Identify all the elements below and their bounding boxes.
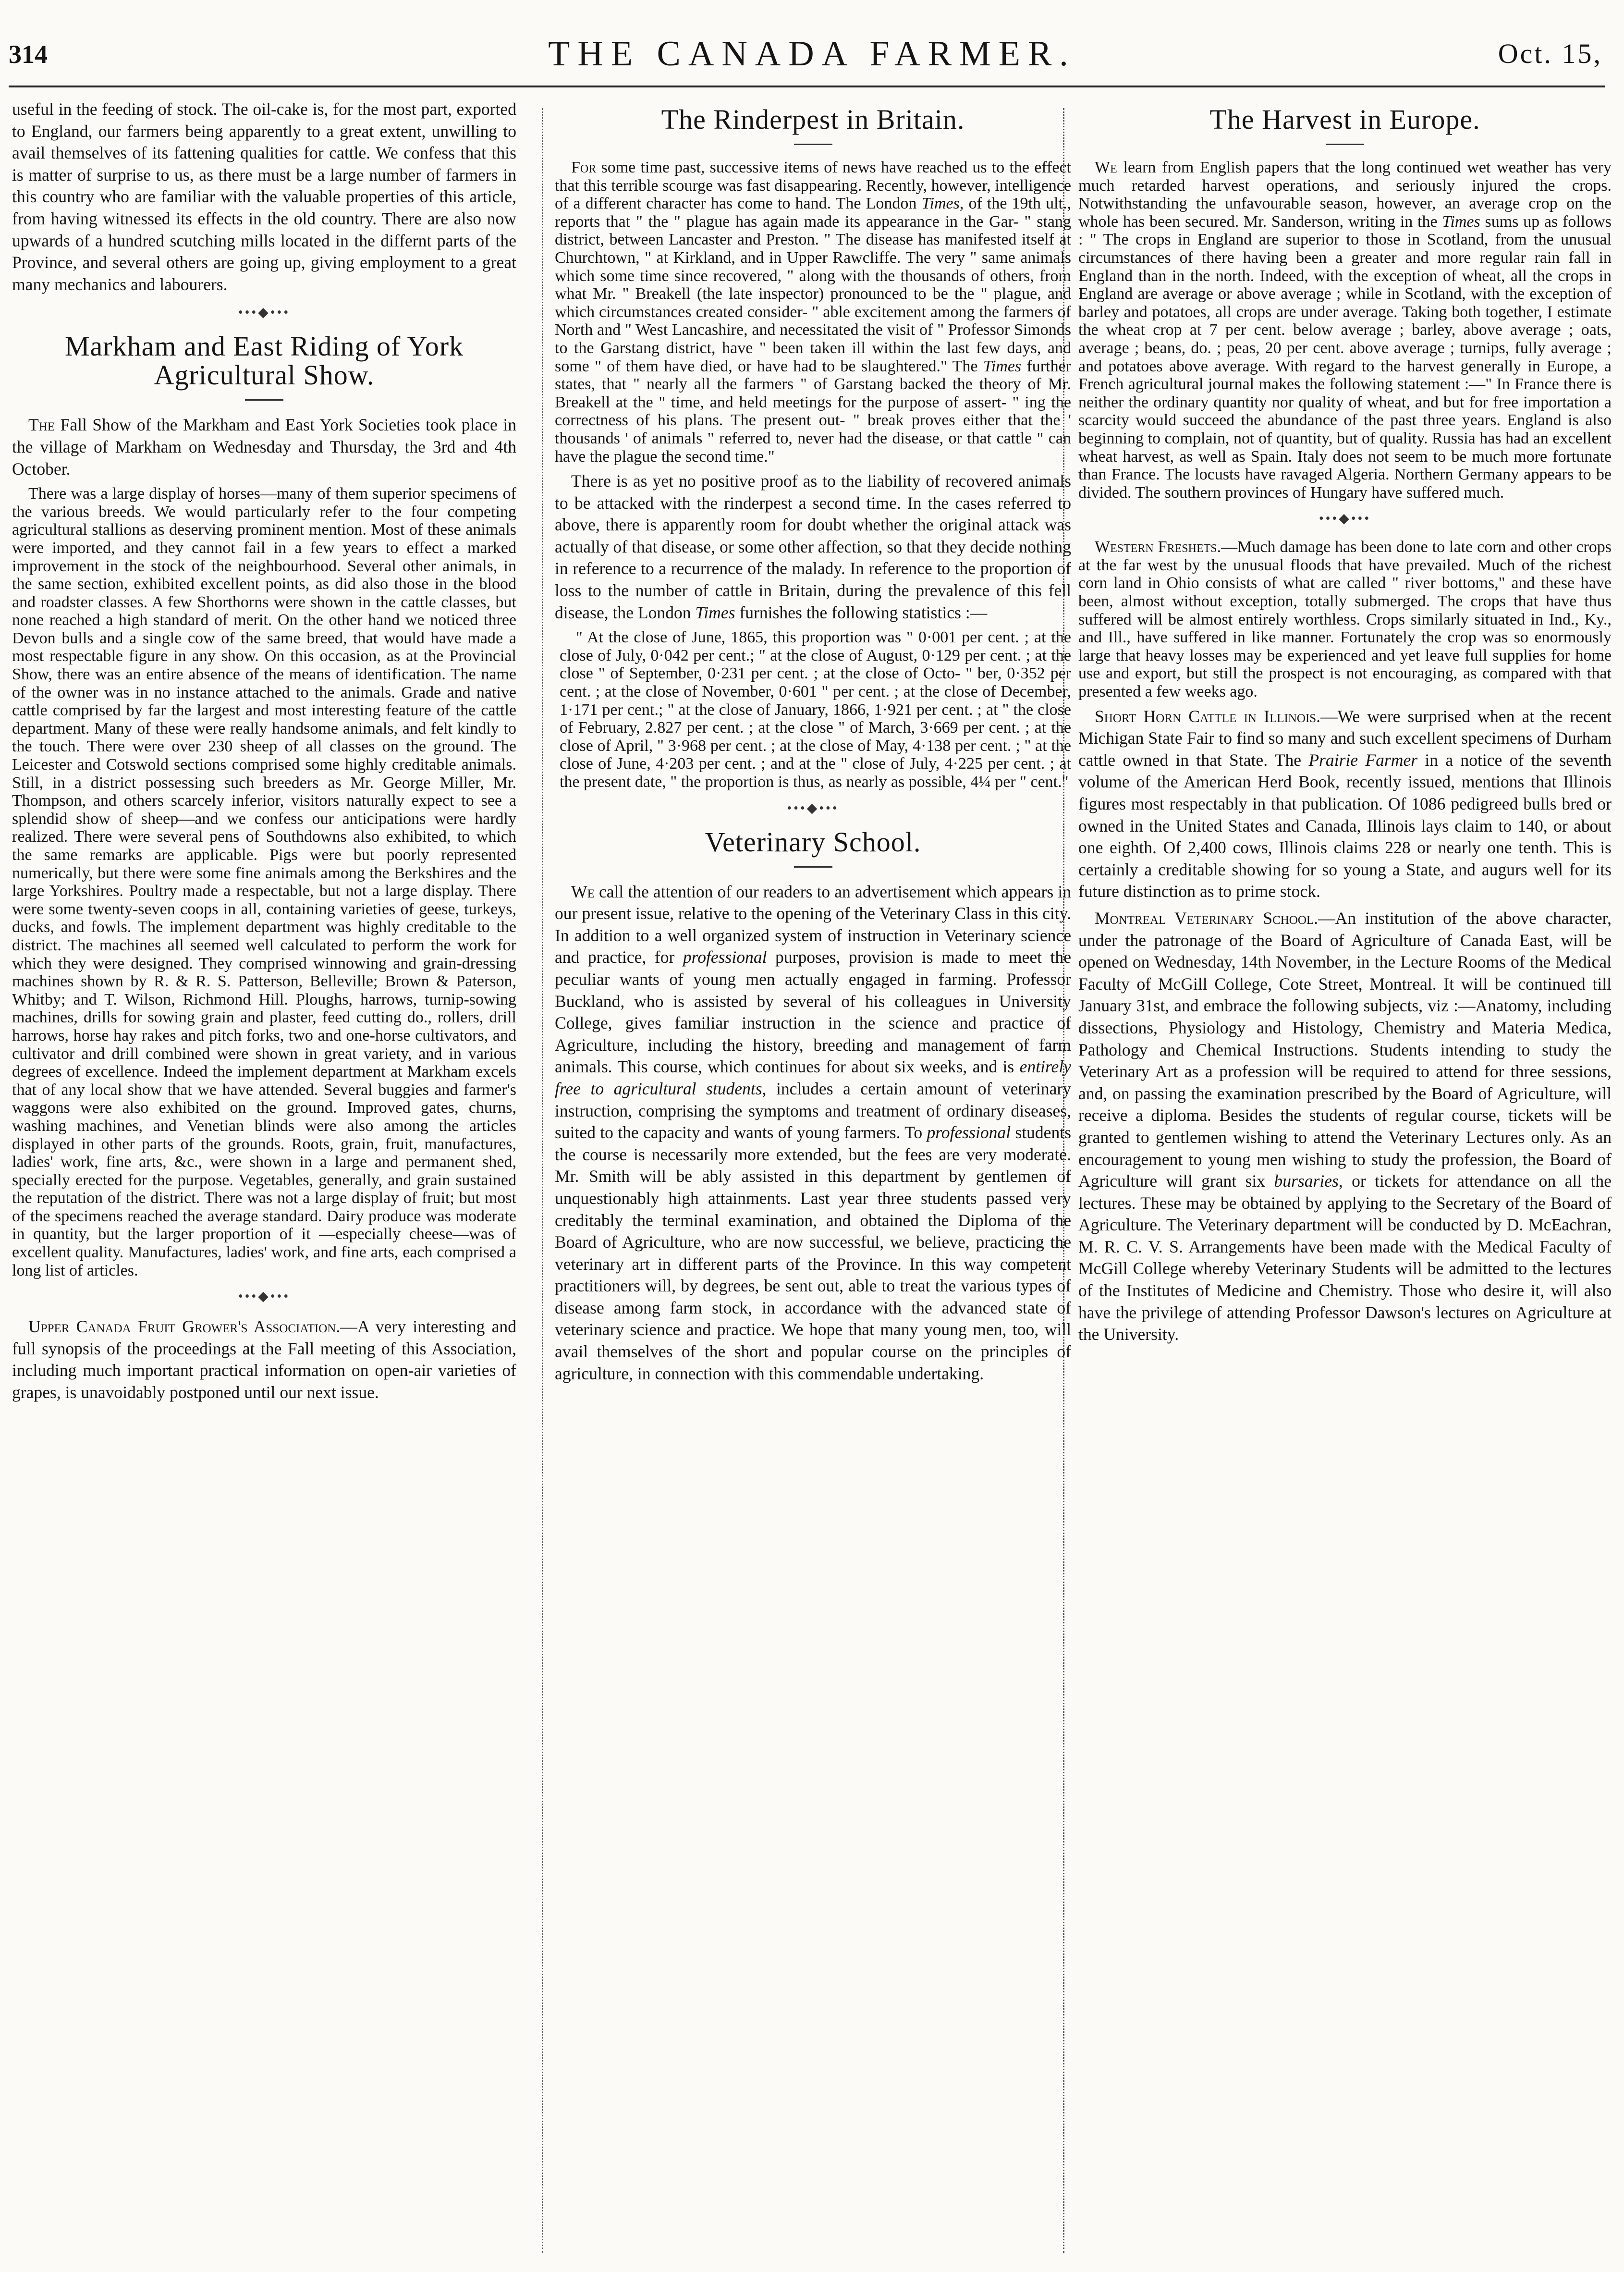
paragraph-text: , of the 19th ult., reports that " the " plague has again made its appearance in the Gar- " stang district, between Lancaster and Preston. " The disease has manifested itself at Churchtown, " at Kirkland, and in Upper Rawcliffe. The very " same animals which some time since recovered, " along with the thousands of others, from what Mr. " Breakell (the late inspector) pronounced to be the " plague, and which circumstances created consider- " able excitement among the farmers of North and " West Lancashire, and necessitated the visit of " Professor Simonds to the Garstang district, have " been taken ill within the last few days, and some " of them have died, or have had to be slaughtered." The (555, 195, 1071, 375)
item-heading: Short Horn Cattle in Illinois. (1095, 706, 1321, 726)
section-ornament: •••◆••• (1319, 511, 1371, 527)
paragraph-text: furnishes the following statistics :— (735, 602, 988, 622)
veterinary-paragraph (555, 881, 1071, 1385)
paragraph-text: some time past, successive items of news have reached us to the effect that this terrible scourge was fast disappearing. Recently, however, intelligence of a different character has come to hand. The London (555, 159, 1071, 213)
paragraph-text: in a notice of the seventh volume of the American Herd Book, recently issued, mentions that Illinois figures most respectably in that publication. Of 1086 pedigreed bulls bred or owned in the United States and Canada, Illinois lays claim to 140, or about one eighth. Of 2,400 cows, Illinois claims 228 or nearly one tenth. This is certainly a creditable showing for so young a State, and augurs well for its future distinction as to prime stock. (1078, 750, 1612, 901)
veterinary-school-heading: Veterinary School. (705, 826, 921, 858)
paragraph-text: , or tickets for attendance on all the lectures. These may be obtained by applying to the Secretary of the Board of Agriculture. The Veterinary department will be conducted by D. McEachran, M. R. C. V. S. Arrangements have been made with the Medical Faculty of McGill College whereby Veterinary Students will be admitted to the lectures of the Institutes of Medicine and Chemistry. Those who desire it, will also have the privilege of attending Professor Dawson's lectures on Agriculture at the University. (1078, 1171, 1612, 1344)
column-middle (555, 98, 1071, 2253)
italic-times: Times (695, 602, 735, 622)
harvest-paragraph (1078, 159, 1612, 502)
paragraph-text: —A very interesting and full synopsis of the proceedings at the Fall meeting of this Association, including much important practical information on open-air varieties of grapes, is unavoidably postponed until our next issue. (12, 1317, 516, 1402)
italic-times: Times (1442, 212, 1480, 231)
rinderpest-heading: The Rinderpest in Britain. (661, 104, 965, 135)
issue-date: Oct. 15, (1498, 38, 1602, 69)
markham-intro-paragraph (12, 414, 516, 480)
montreal-veterinary-paragraph (1078, 908, 1612, 1346)
dropcap-lead: We (1095, 159, 1117, 176)
section-ornament: •••◆••• (238, 305, 291, 320)
heading-rule (794, 144, 832, 145)
item-heading: Western Freshets. (1095, 538, 1221, 556)
rinderpest-statistics: " At the close of June, 1865, this proportion was " 0·001 per cent. ; at the close of July, 0·042 per cent.; " at the close of August, 0·129 per cent. ; at the close " of September, 0·231 per cent. ; at the close of Octo- " ber, 0·352 per cent. ; at the close of November, 0·601 " per cent. ; at the close of December, 1·171 per cent.; " at the close of January, 1866, 1·921 per cent. ; at " the close of February, 2.827 per cent. ; at the close " of March, 3·669 per cent. ; at the close of April, " 3·968 per cent. ; at the close of May, 4·138 per cent. ; " at the close of June, 4·203 per cent. ; and at the " close of July, 4·225 per cent. ; at the present date, " the proportion is thus, as nearly as possible, 4¼ per " cent." (560, 628, 1071, 791)
page-header (0, 0, 1624, 79)
italic-title: Prairie Farmer (1308, 750, 1418, 770)
fruit-growers-paragraph (12, 1316, 516, 1403)
item-heading: Montreal Veterinary School. (1095, 908, 1319, 928)
italic-word: professional (683, 947, 767, 967)
item-heading: Upper Canada Fruit Grower's Association. (28, 1317, 341, 1337)
western-freshets-paragraph (1078, 538, 1612, 700)
rinderpest-paragraph (555, 159, 1071, 466)
italic-phrase: entirely free to agricultural students (555, 1057, 1071, 1098)
paragraph-text: students the course is necessarily more extended, but the fees are very moderate. Mr. Smith will be ably assisted in this department by gentlemen of unquestionably high attainments. Last year three students passed very creditably the terminal examination, and obtained the Diploma of the Board of Agriculture, who are now successful, we believe, practicing the veterinary art in different parts of the Province. In this way competent practitioners will, by degrees, be sent out, able to treat the various types of disease among farm stock, in accordance with the advanced state of veterinary science and practice. We hope that many young men, too, will avail themselves of the short and popular course on the principles of agriculture, in connection with this commendable undertaking. (555, 1123, 1071, 1383)
paragraph-text: There is as yet no positive proof as to the liability of recovered animals to be attacked with the rinderpest a second time. In the cases referred to above, there is apparently room for doubt whether the original attack was actually of that disease, or some other affection, so that they decide nothing in reference to a recurrence of the malady. In reference to the proportion of loss to the number of cattle in Britain, during the prevalence of this fell disease, the London (555, 471, 1071, 622)
column-left (12, 98, 516, 2253)
paragraph-text: call the attention of our readers to an advertisement which appears in our present issue, relative to the opening of the Veterinary Class in this city. In addition to a well organized system of instruction in Veterinary science and practice, for (555, 882, 1071, 967)
italic-word: professional (927, 1123, 1011, 1142)
paragraph-text: —Much damage has been done to late corn and other crops at the far west by the unusual floods that have prevailed. Much of the richest corn land in Ohio consists of what are called " river bottoms," and these have been, almost without exception, totally submerged. The crops that have thus suffered will be almost entirely worthless. Crops similarly situated in Ind., Ky., and Ill., have suffered in like manner. Fortunately the crop was so enormously large that heavy losses may be experienced and yet leave full supplies for home use and export, but still the prospect is not encouraging, as compared with that presented a few weeks ago. (1078, 538, 1612, 701)
italic-word: bursaries (1274, 1171, 1339, 1191)
section-ornament: •••◆••• (238, 1289, 291, 1304)
masthead-title: THE CANADA FARMER. (548, 34, 1076, 74)
markham-body-paragraph: There was a large display of horses—many of them superior specimens of the various breeds. We would particularly refer to the four competing agricultural stallions as deserving prominent mention. Most of these animals were imported, and they cannot fail in a few years to effect a marked improvement in the stock of the neighbourhood. Several other animals, in the same section, exhibited excellent points, as did also those in the blood and roadster classes. A few Shorthorns were shown in the cattle classes, but none reached a high standard of merit. On the other hand we noticed three Devon bulls and a single cow of the same breed, that would have made a most respectable figure in any show. On this occasion, as at the Provincial Show, there was an entire absence of the means of identification. The name of the owner was in no instance attached to the animals. Grade and native cattle comprised by far the largest and most interesting feature of the cattle department. Many of these were really handsome animals, and felt kindly to the touch. There were over 230 sheep of all classes on the ground. The Leicester and Cotswold sections comprised some highly creditable animals. Still, in a district possessing such breeders as Mr. George Miller, Mr. Thompson, and others scarcely inferior, visitors naturally expect to see a splendid show of sheep—and we confess our anticipations were hardly realized. There were several pens of Southdowns also exhibited, to which the same remarks are applicable. Pigs were but poorly represented numerically, but there were some fine animals among the Berkshires and the large Yorkshires. Poultry made a respectable, but not a large display. There were some twenty-seven coops in all, containing varieties of geese, turkeys, ducks, and fowls. The implement department was highly creditable to the district. The machines all seemed well calculated to perform the work for which they were designed. They comprised winnowing and grain-dressing machines shown by R. & R. S. Patterson, Belleville; Brown & Paterson, Whitby; and T. Wilson, Richmond Hill. Ploughs, harrows, turnip-sowing machines, drills for sowing grain and plaster, feed cutting do., rollers, drill harrows, horse hay rakes and pitch forks, two and one-horse cultivators, and cultivator and drill combined were shown in great variety, and in various degrees of excellence. Indeed the implement department at Markham excels that of any local show that we have attended. Several buggies and farmer's waggons were also exhibited on the ground. Improved gates, churns, washing machines, and Venetian blinds were also among the articles displayed in other parts of the grounds. Roots, grain, fruit, manufactures, ladies' work, fine arts, &c., were shown in a large and permanent shed, specially erected for the purpose. Vegetables, generally, and grain sustained the reputation of the district. There was not a large display of fruit; but most of the specimens reached the average standard. Dairy produce was moderate in quantity, but the larger proportion of it —especially cheese—was of excellent quality. Manufactures, ladies' work, and fine arts, each comprised a long list of articles. (12, 485, 516, 1279)
paragraph-text: purposes, provision is made to meet the peculiar wants of young men actually engaged in farming. Professor Buckland, who is assisted by several of his colleagues in University College, gives familiar instruction in the science and practice of Agriculture, including the history, breeding and management of farm animals. This course, which continues for about six weeks, and is (555, 947, 1071, 1077)
harvest-heading: The Harvest in Europe. (1209, 104, 1480, 135)
italic-times: Times (983, 357, 1022, 375)
markham-show-heading: Markham and East Riding of York Agricultural Show. (64, 331, 464, 391)
paragraph-text: learn from English papers that the long continued wet weather has very much retarded harvest operations, and seriously injured the crops. Notwithstanding the unfavourable season, however, an average crop on the whole has been secured. Mr. Sanderson, writing in the (1078, 159, 1612, 231)
dropcap-lead: The (28, 415, 55, 435)
page-number: 314 (9, 40, 48, 69)
column-right (1078, 98, 1612, 2253)
paragraph-text: further states, that " nearly all the farmers " of Garstang backed the theory of Mr. Breakell at the " time, and held meetings for the purpose of assert- " ing the correctness of his plans. The present out- " break proves either that the ' thousands ' of animals " referred to, never had the disease, or that cattle " can have the plague the second time." (555, 357, 1071, 466)
heading-rule (245, 399, 283, 401)
paragraph-text: sums up as follows : " The crops in England are superior to those in Scotland, from the unusual circumstances of there having been a greater and more regular rain fall in England than in the north. Indeed, with the exception of wheat, all the crops in England are average or above average ; while in Scotland, with the exception of barley and potatoes, all crops are under average. Taking both together, I estimate the wheat crop at 7 per cent. below average ; barley, above average ; oats, average ; beans, do. ; peas, 20 per cent. above average ; turnips, fully average ; and potatoes above average. With regard to the harvest generally in Europe, a French agricultural journal makes the following statement :—" In France there is neither the ordinary quantity nor quality of wheat, and but for free importation a scarcity would succeed the abundance of the past three years. England is also beginning to complain, not of quantity, but of quality. Russia has had an excellent wheat harvest, as well as Spain. Italy does not seem to be much more fortunate than France. The locusts have ravaged Algeria. Northern Germany appears to be divided. The southern provinces of Hungary have suffered much. (1078, 212, 1612, 502)
paragraph-text: —We were surprised when at the recent Michigan State Fair to find so many and such excellent specimens of Durham cattle owned in that State. The (1078, 706, 1612, 770)
section-ornament: •••◆••• (787, 800, 839, 816)
rinderpest-paragraph-2 (555, 470, 1071, 624)
oilcake-paragraph: useful in the feeding of stock. The oil-cake is, for the most part, exported to England, our farmers being apparently to a great extent, unwilling to avail themselves of its fattening qualities for cattle. We confess that this is matter of surprise to us, as there must be a large number of farmers in this country who are familiar with the valuable properties of this article, from having witnessed its effects in the old country. There are also now upwards of a hundred scutching mills located in the differnt parts of the Province, and several others are going up, giving employment to a great many mechanics and labourers. (12, 99, 516, 294)
short-horn-paragraph (1078, 706, 1612, 903)
dropcap-lead: We (571, 882, 595, 901)
italic-times: Times (921, 195, 960, 213)
heading-rule (1326, 144, 1364, 145)
dropcap-lead: For (571, 159, 597, 176)
heading-rule (794, 866, 832, 868)
column-separator (542, 108, 543, 2253)
paragraph-text: —An institution of the above character, under the patronage of the Board of Agriculture of Canada East, will be opened on Wednesday, 14th November, in the Lecture Rooms of the Medical Faculty of McGill College, Cote Street, Montreal. It will be continued till January 31st, and embrace the following subjects, viz :—Anatomy, including dissections, Physiology and Histology, Chemistry and Materia Medica, Pathology and Chemical Instructions. Students intending to study the Veterinary Art as a profession will be required to attend for three sessions, and, on passing the examination prescribed by the Board of Agriculture, will receive a diploma. Besides the students of regular course, tickets will be granted to gentlemen wishing to attend the Veterinary Lectures only. As an encouragement to young men wishing to study the profession, the Board of Agriculture will grant six (1078, 908, 1612, 1191)
paragraph-text: , includes a certain amount of veterinary instruction, comprising the symptoms and treatment of ordinary diseases, suited to the capacity and wants of young farmers. To (555, 1079, 1071, 1142)
header-rule (9, 86, 1605, 87)
paragraph-text: Fall Show of the Markham and East York Societies took place in the village of Markham on Wednesday and Thursday, the 3rd and 4th October. (12, 415, 516, 479)
